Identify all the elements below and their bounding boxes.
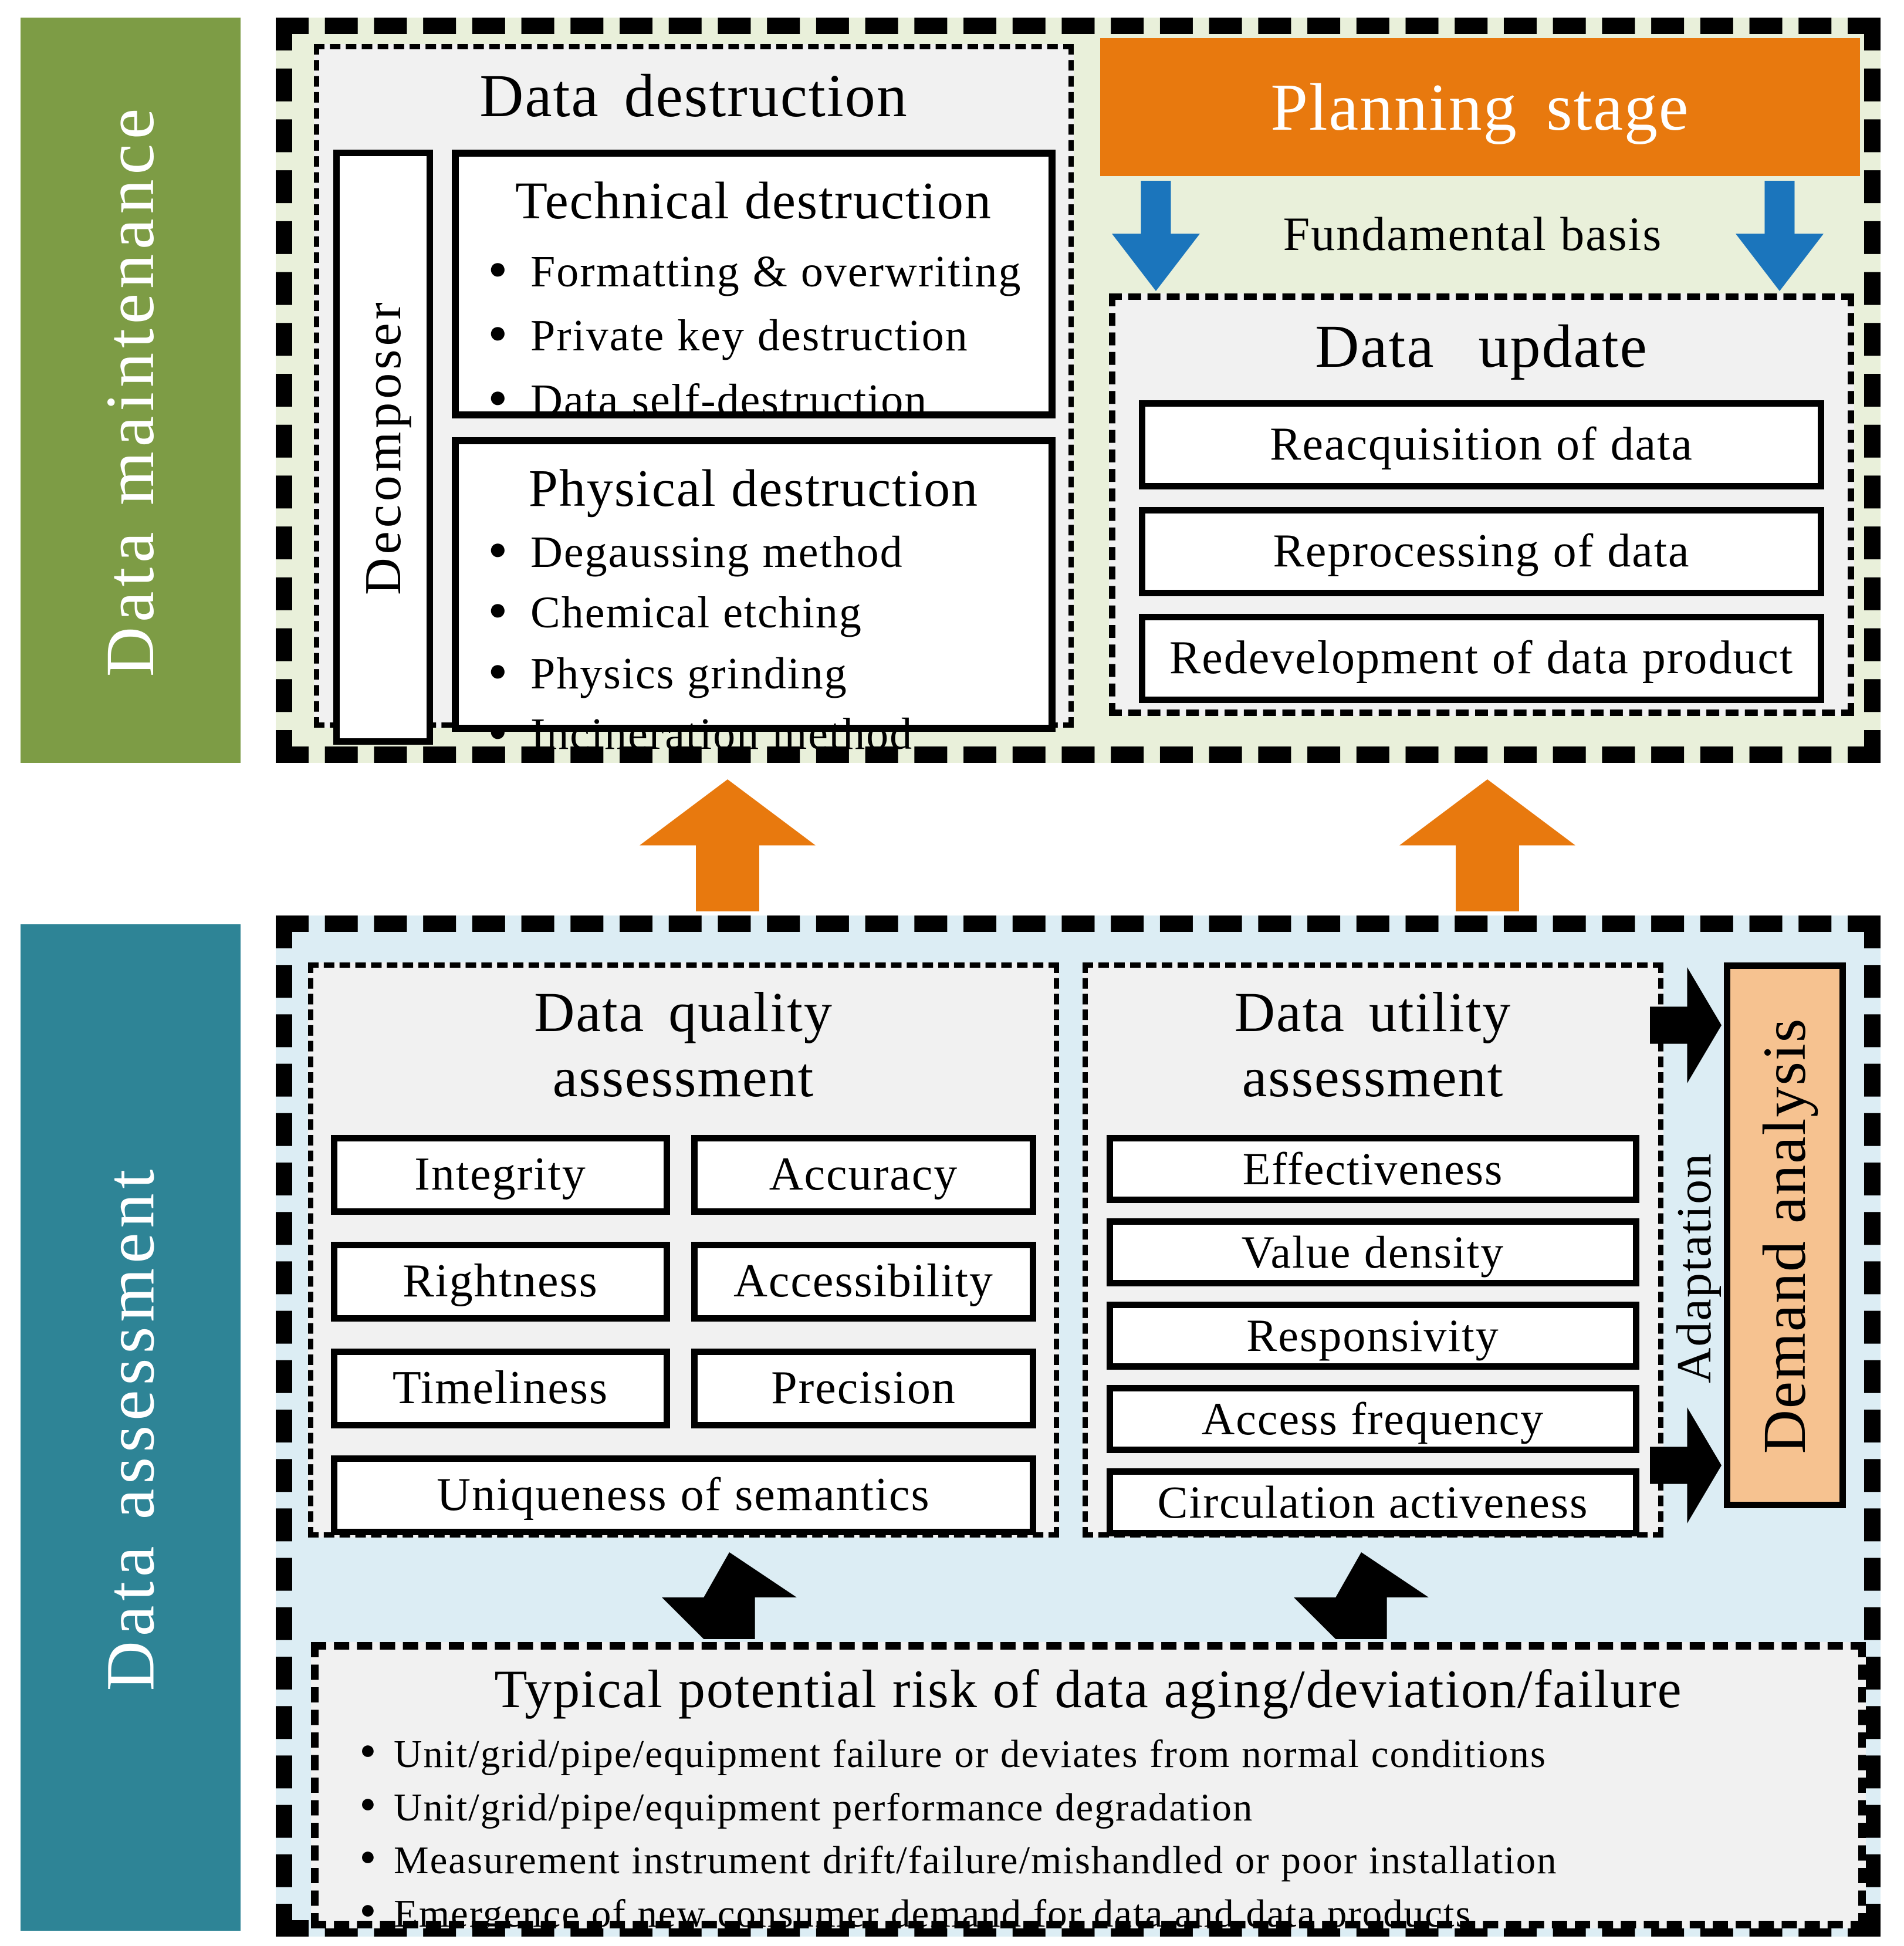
data-destruction-panel xyxy=(314,44,1074,759)
data-destruction-title: Data destruction xyxy=(479,62,908,130)
data-quality-panel xyxy=(308,962,1059,1538)
sidebar-data-maintenance xyxy=(21,18,241,763)
utility-item: Responsivity xyxy=(1107,1302,1639,1370)
list-item: ● Incineration method xyxy=(485,710,1049,759)
sidebar-data-maintenance-label: Data maintenance xyxy=(92,103,169,677)
data-destruction-body xyxy=(333,150,1056,759)
fundamental-basis-label xyxy=(1226,207,1719,262)
physical-destruction-title: Physical destruction xyxy=(528,459,979,518)
technical-destruction-title: Technical destruction xyxy=(515,171,992,230)
data-utility-title-line2: assessment xyxy=(1242,1046,1504,1109)
list-item: ● Private key destruction xyxy=(485,312,1049,361)
list-item: ● Data self-destruction xyxy=(485,376,1049,425)
sidebar-data-assessment xyxy=(21,924,241,1931)
list-item: ● Degaussing method xyxy=(485,528,1049,577)
physical-destruction-list xyxy=(485,528,1049,759)
data-update-item: Redevelopment of data product xyxy=(1139,614,1824,703)
planning-stage-label: Planning stage xyxy=(1270,69,1690,144)
list-item: ● Formatting & overwriting xyxy=(485,248,1049,297)
adaptation-label: Adaptation xyxy=(1667,1152,1722,1383)
quality-item: Rightness xyxy=(331,1242,670,1322)
data-utility-list xyxy=(1107,1135,1639,1536)
list-item: ● Unit/grid/pipe/equipment performance degradation xyxy=(356,1786,1835,1830)
up-arrow-icon xyxy=(640,779,816,911)
fundamental-basis-text: Fundamental basis xyxy=(1283,207,1663,261)
potential-risk-title: Typical potential risk of data aging/deviation/failure xyxy=(494,1659,1683,1719)
adaptation-label-wrap xyxy=(1666,1115,1722,1420)
list-item: ● Emergence of new consumer demand for data and data products xyxy=(356,1893,1835,1936)
demand-analysis-box xyxy=(1724,962,1846,1508)
utility-item: Circulation activeness xyxy=(1107,1468,1639,1536)
decomposer-box xyxy=(333,150,433,745)
list-item: ● Chemical etching xyxy=(485,589,1049,638)
destruction-methods-column xyxy=(452,150,1056,759)
utility-item: Value density xyxy=(1107,1218,1639,1286)
utility-item: Effectiveness xyxy=(1107,1135,1639,1203)
data-quality-title-line1: Data quality xyxy=(534,981,833,1043)
physical-destruction-box xyxy=(452,437,1056,759)
decomposer-label: Decomposer xyxy=(354,299,412,595)
potential-risk-list xyxy=(356,1733,1835,1936)
data-utility-panel xyxy=(1083,962,1663,1538)
potential-risk-box xyxy=(311,1642,1866,1936)
technical-destruction-list xyxy=(485,248,1049,425)
data-quality-title xyxy=(313,979,1054,1110)
data-update-panel xyxy=(1109,293,1854,716)
quality-item-wide: Uniqueness of semantics xyxy=(331,1455,1036,1535)
demand-analysis-label: Demand analysis xyxy=(1751,1017,1819,1454)
data-update-item: Reacquisition of data xyxy=(1139,400,1824,489)
quality-item: Integrity xyxy=(331,1135,670,1215)
planning-stage-box xyxy=(1100,38,1860,176)
quality-item: Precision xyxy=(691,1349,1036,1428)
quality-item: Accuracy xyxy=(691,1135,1036,1215)
data-quality-title-line2: assessment xyxy=(552,1046,815,1109)
data-update-item: Reprocessing of data xyxy=(1139,507,1824,596)
utility-item: Access frequency xyxy=(1107,1385,1639,1453)
quality-item: Timeliness xyxy=(331,1349,670,1428)
technical-destruction-box xyxy=(452,150,1056,425)
list-item: ● Measurement instrument drift/failure/mishandled or poor installation xyxy=(356,1839,1835,1883)
sidebar-data-assessment-label: Data assessment xyxy=(92,1164,169,1691)
data-utility-title-line1: Data utility xyxy=(1234,981,1512,1043)
data-utility-title xyxy=(1088,979,1658,1110)
data-update-title: Data update xyxy=(1315,313,1648,380)
quality-item: Accessibility xyxy=(691,1242,1036,1322)
data-quality-grid xyxy=(331,1135,1036,1535)
list-item: ● Physics grinding xyxy=(485,650,1049,699)
list-item: ● Unit/grid/pipe/equipment failure or deviates from normal conditions xyxy=(356,1733,1835,1776)
up-arrow-icon xyxy=(1399,779,1575,911)
